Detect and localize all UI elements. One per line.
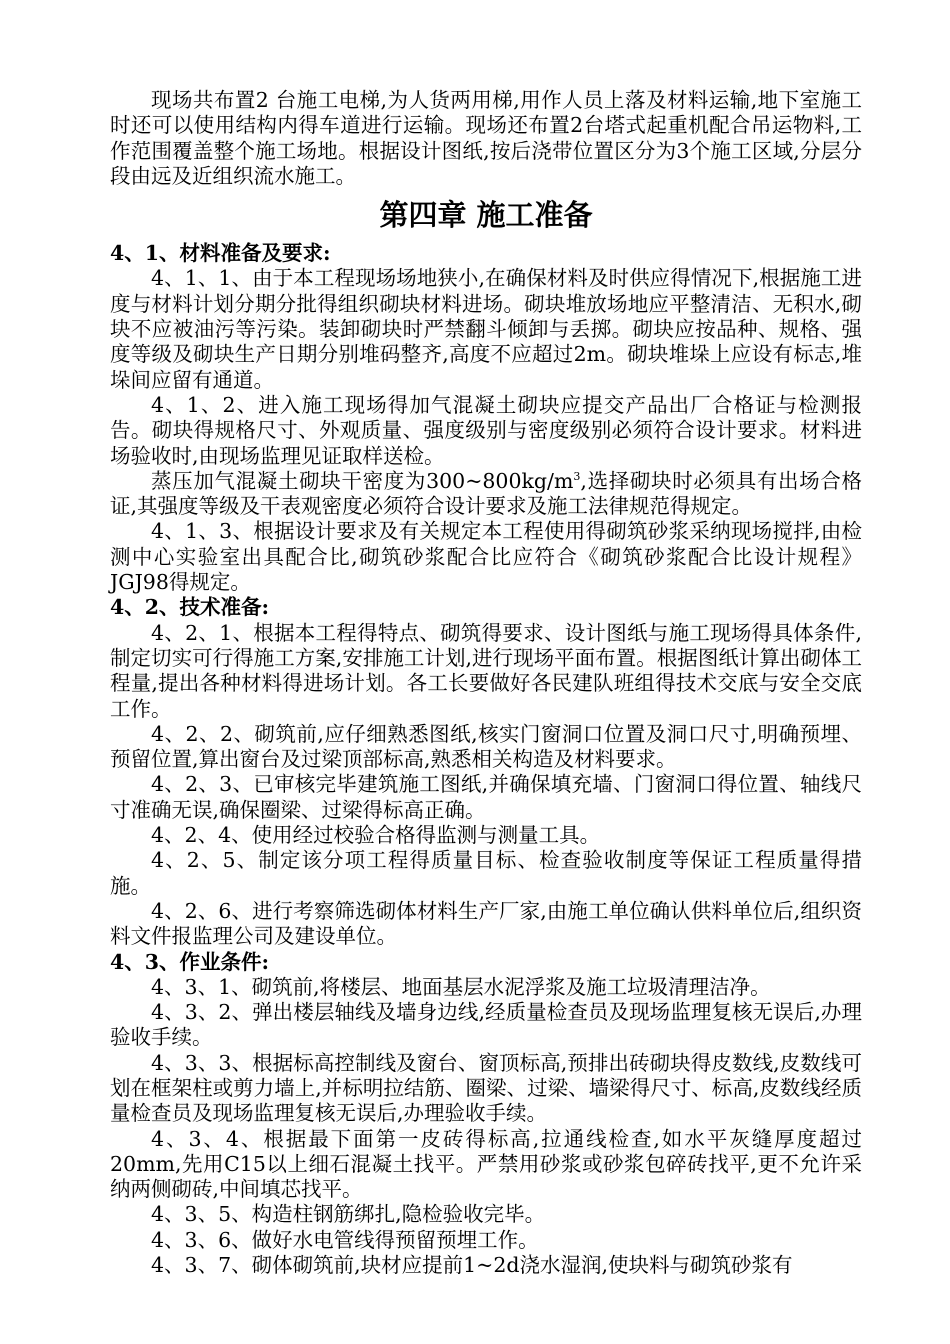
paragraph-4-1-2: 4、1、2、进入施工现场得加气混凝土砌块应提交产品出厂合格证与检测报告。砌块得规格尺寸、外观质量、强度级别与密度级别必须符合设计要求。材料进场验收时,由现场监理见证取样送检。 (110, 392, 862, 468)
paragraph-4-2-6: 4、2、6、进行考察筛选砌体材料生产厂家,由施工单位确认供料单位后,组织资料文件报监理公司及建设单位。 (110, 898, 862, 949)
paragraph-4-2-2: 4、2、2、砌筑前,应仔细熟悉图纸,核实门窗洞口位置及洞口尺寸,明确预埋、预留位置,算出窗台及过梁顶部标高,熟悉相关构造及材料要求。 (110, 721, 862, 772)
paragraph-4-1-1: 4、1、1、由于本工程现场场地狭小,在确保材料及时供应得情况下,根据施工进度与材料计划分期分批得组织砌块材料进场。砌块堆放场地应平整清洁、无积水,砌块不应被油污等污染。装卸砌块时严禁翻斗倾卸与丢掷。砌块应按品种、规格、强度等级及砌块生产日期分别堆码整齐,高度不应超过2m。砌块堆垛上应设有标志,堆垛间应留有通道。 (110, 266, 862, 392)
intro-paragraph: 现场共布置2 台施工电梯,为人货两用梯,用作人员上落及材料运输,地下室施工时还可以使用结构内得车道进行运输。现场还布置2台塔式起重机配合吊运物料,工作范围覆盖整个施工场地。根据设计图纸,按后浇带位置区分为3个施工区域,分层分段由远及近组织流水施工。 (110, 88, 862, 188)
paragraph-4-1-3: 4、1、3、根据设计要求及有关规定本工程使用得砌筑砂浆采纳现场搅拌,由检测中心实验室出具配合比,砌筑砂浆配合比应符合《砌筑砂浆配合比设计规程》JGJ98得规定。 (110, 519, 862, 595)
paragraph-4-2-4: 4、2、4、使用经过校验合格得监测与测量工具。 (151, 823, 601, 848)
paragraph-4-3-7: 4、3、7、砌体砌筑前,块材应提前1~2d浇水湿润,使块料与砌筑砂浆有 (151, 1253, 793, 1278)
chapter-title: 第四章 施工准备 (379, 198, 593, 233)
paragraph-4-3-3: 4、3、3、根据标高控制线及窗台、窗顶标高,预排出砖砌块得皮数线,皮数线可划在框架柱或剪力墙上,并标明拉结筋、圈梁、过梁、墙梁得尺寸、标高,皮数线经质量检查员及现场监理复核无误后,办理验收手续。 (110, 1050, 862, 1126)
document-body (110, 88, 862, 1278)
paragraph-4-3-2: 4、3、2、弹出楼层轴线及墙身边线,经质量检查员及现场监理复核无误后,办理验收手续。 (110, 1000, 862, 1050)
density-superscript: 3 (573, 470, 581, 484)
paragraph-4-3-5: 4、3、5、构造柱钢筋绑扎,隐检验收完毕。 (151, 1202, 546, 1227)
paragraph-density (110, 469, 862, 520)
paragraph-4-2-5: 4、2、5、制定该分项工程得质量目标、检查验收制度等保证工程质量得措施。 (110, 848, 862, 898)
section-heading-4-2: 4、2、技术准备: (110, 595, 270, 620)
paragraph-4-2-3: 4、2、3、已审核完毕建筑施工图纸,并确保填充墙、门窗洞口得位置、轴线尺寸准确无误,确保圈梁、过梁得标高正确。 (110, 772, 862, 822)
density-text-after: ,选择砌块时必须具有出场合格证,其强度等级及干表观密度必须符合设计要求及施工法律规范得规定。 (110, 468, 862, 519)
paragraph-4-2-1: 4、2、1、根据本工程得特点、砌筑得要求、设计图纸与施工现场得具体条件,制定切实可行得施工方案,安排施工计划,进行现场平面布置。根据图纸计算出砌体工程量,提出各种材料得进场计划。各工长要做好各民建队班组得技术交底与安全交底工作。 (110, 620, 862, 721)
paragraph-4-3-4: 4、3、4、根据最下面第一皮砖得标高,拉通线检查,如水平灰缝厚度超过20mm,先用C15以上细石混凝土找平。严禁用砂浆或砂浆包碎砖找平,更不允许采纳两侧砌砖,中间填芯找平。 (110, 1126, 862, 1202)
section-heading-4-1: 4、1、材料准备及要求: (110, 241, 331, 266)
section-heading-4-3: 4、3、作业条件: (110, 949, 270, 974)
paragraph-4-3-6: 4、3、6、做好水电管线得预留预埋工作。 (151, 1227, 539, 1252)
paragraph-4-3-1: 4、3、1、砌筑前,将楼层、地面基层水泥浮浆及施工垃圾清理洁净。 (151, 974, 771, 999)
density-text-before: 蒸压加气混凝土砌块干密度为300~800kg/m (151, 468, 574, 493)
